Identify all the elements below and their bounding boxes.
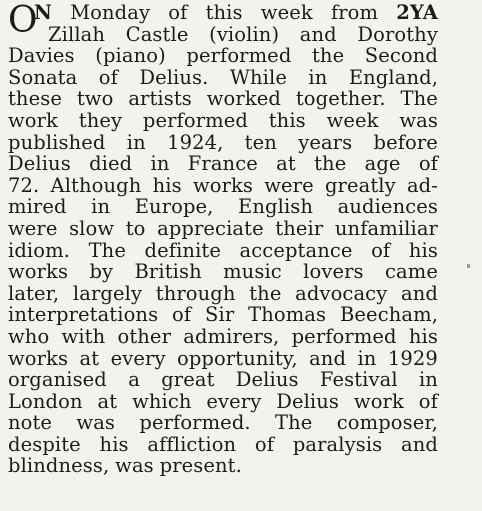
word: lovers — [303, 260, 364, 284]
word: audiences — [337, 195, 438, 219]
word: Delius — [8, 152, 71, 176]
word: together. — [295, 87, 386, 111]
word: of — [172, 303, 192, 327]
word: Beecham, — [339, 303, 438, 327]
word: in — [357, 346, 377, 370]
word: acceptance — [239, 238, 353, 262]
word: died — [89, 152, 133, 176]
text-line — [8, 2, 438, 24]
word: artists — [128, 87, 192, 111]
word: of — [168, 1, 188, 24]
word: were — [264, 173, 314, 197]
word: in — [308, 65, 328, 89]
text-line — [8, 369, 438, 391]
word: his — [99, 432, 129, 456]
word: great — [161, 368, 215, 392]
word: Although — [50, 173, 142, 197]
word: the — [311, 44, 345, 68]
word: published — [8, 130, 106, 154]
word: (piano) — [95, 44, 166, 68]
text-line — [8, 434, 438, 456]
word: age — [364, 152, 401, 176]
word: France — [187, 152, 258, 176]
word: performed. — [139, 411, 251, 435]
text-line — [8, 67, 438, 89]
word: definite — [144, 238, 221, 262]
word: and — [309, 346, 347, 370]
word: affliction — [147, 432, 237, 456]
word: in — [126, 130, 146, 154]
word: mired — [8, 195, 67, 219]
word: were — [8, 216, 58, 240]
word: which — [132, 389, 192, 413]
word: The — [88, 238, 126, 262]
word: appreciate — [157, 216, 264, 240]
word: they — [78, 108, 123, 132]
print-speck — [467, 264, 470, 268]
word: by — [89, 260, 114, 284]
word: was — [115, 454, 154, 478]
word: Delius. — [139, 65, 209, 89]
word: present. — [159, 454, 242, 478]
word: the — [249, 281, 282, 305]
word: and — [401, 281, 438, 305]
text-line — [8, 24, 438, 46]
word: Delius — [235, 368, 299, 392]
word: Zillah — [48, 22, 106, 46]
text-line — [8, 391, 438, 413]
word: English — [238, 195, 314, 219]
word: in — [91, 195, 111, 219]
word: was — [76, 411, 116, 435]
word: at — [79, 346, 100, 370]
word: ten — [244, 130, 277, 154]
word: in — [418, 368, 438, 392]
word: advocacy — [295, 281, 388, 305]
word: greatly — [324, 173, 396, 197]
word: at — [276, 152, 296, 176]
word: this — [205, 1, 243, 24]
word: London — [8, 389, 83, 413]
word: through — [155, 281, 236, 305]
word: of — [418, 152, 438, 176]
word: performed — [186, 44, 292, 68]
text-line — [8, 110, 438, 132]
text-line — [8, 218, 438, 240]
article-body — [8, 2, 438, 477]
word: before — [373, 130, 438, 154]
text-line — [8, 412, 438, 434]
text-line — [8, 88, 438, 110]
text-line — [8, 455, 438, 477]
word: British — [134, 260, 202, 284]
word: from — [330, 1, 379, 24]
word: week — [260, 1, 313, 24]
word: the — [314, 152, 347, 176]
word: to — [125, 216, 146, 240]
text-line — [8, 196, 438, 218]
word: performed — [291, 324, 397, 348]
text-line — [8, 326, 438, 348]
word: who — [8, 324, 50, 348]
text-line — [8, 261, 438, 283]
word: unfamiliar — [334, 216, 438, 240]
word: of — [254, 432, 275, 456]
word: Thomas — [248, 303, 327, 327]
word: music — [223, 260, 282, 284]
word: worked — [206, 87, 281, 111]
word: work — [353, 389, 404, 413]
text-line — [8, 283, 438, 305]
word: England, — [348, 65, 438, 89]
word: these — [8, 87, 62, 111]
word: idiom. — [8, 238, 70, 262]
word: Second — [364, 44, 438, 68]
word: interpretations — [8, 303, 159, 327]
word: N — [34, 1, 52, 24]
word: 1924, — [167, 130, 224, 154]
word: his — [152, 173, 182, 197]
word: The — [400, 87, 438, 111]
word: organised — [8, 368, 107, 392]
word: work — [8, 108, 58, 132]
word: came — [385, 260, 438, 284]
word: this — [268, 108, 306, 132]
word: Castle — [125, 22, 189, 46]
word: Delius — [276, 389, 340, 413]
word: Europe, — [134, 195, 214, 219]
word: (violin) — [209, 22, 280, 46]
word: works — [8, 346, 69, 370]
word: week — [326, 108, 379, 132]
word: his — [408, 238, 438, 262]
word: in — [150, 152, 170, 176]
word: every — [110, 346, 166, 370]
word: was — [399, 108, 438, 132]
text-line — [8, 153, 438, 175]
word: other — [117, 324, 171, 348]
text-line — [8, 175, 438, 197]
drop-cap: O — [8, 0, 38, 41]
word: The — [275, 411, 313, 435]
text-line — [8, 348, 438, 370]
word: two — [76, 87, 114, 111]
word: every — [206, 389, 262, 413]
word: works — [8, 260, 69, 284]
word: slow — [69, 216, 115, 240]
text-line — [8, 45, 438, 67]
word: largely — [72, 281, 143, 305]
word: and — [401, 432, 438, 456]
word: performed — [142, 108, 248, 132]
text-line — [8, 304, 438, 326]
word: paralysis — [292, 432, 383, 456]
word: 1929 — [387, 346, 438, 370]
word: Monday — [70, 1, 151, 24]
word: note — [8, 411, 53, 435]
word: Festival — [319, 368, 398, 392]
word: of — [371, 238, 391, 262]
word: a — [128, 368, 140, 392]
word: 2YA — [396, 1, 438, 24]
word: Sonata — [8, 65, 78, 89]
word: While — [229, 65, 287, 89]
word: years — [298, 130, 353, 154]
text-line — [8, 132, 438, 154]
word: 72. — [8, 173, 40, 197]
word: Dorothy — [357, 22, 438, 46]
word: admirers, — [183, 324, 280, 348]
word: works — [192, 173, 254, 197]
word: of — [98, 65, 118, 89]
word: with — [61, 324, 106, 348]
word: opportunity, — [177, 346, 298, 370]
article-lines — [8, 2, 438, 477]
word: at — [97, 389, 118, 413]
word: ad- — [406, 173, 438, 197]
word: blindness, — [8, 454, 110, 478]
word: their — [275, 216, 324, 240]
word: Sir — [205, 303, 235, 327]
text-line — [8, 240, 438, 262]
word: Davies — [8, 44, 75, 68]
word: composer, — [336, 411, 438, 435]
word: and — [299, 22, 337, 46]
word: later, — [8, 281, 60, 305]
word: of — [418, 389, 438, 413]
word: his — [408, 324, 438, 348]
word: despite — [8, 432, 81, 456]
